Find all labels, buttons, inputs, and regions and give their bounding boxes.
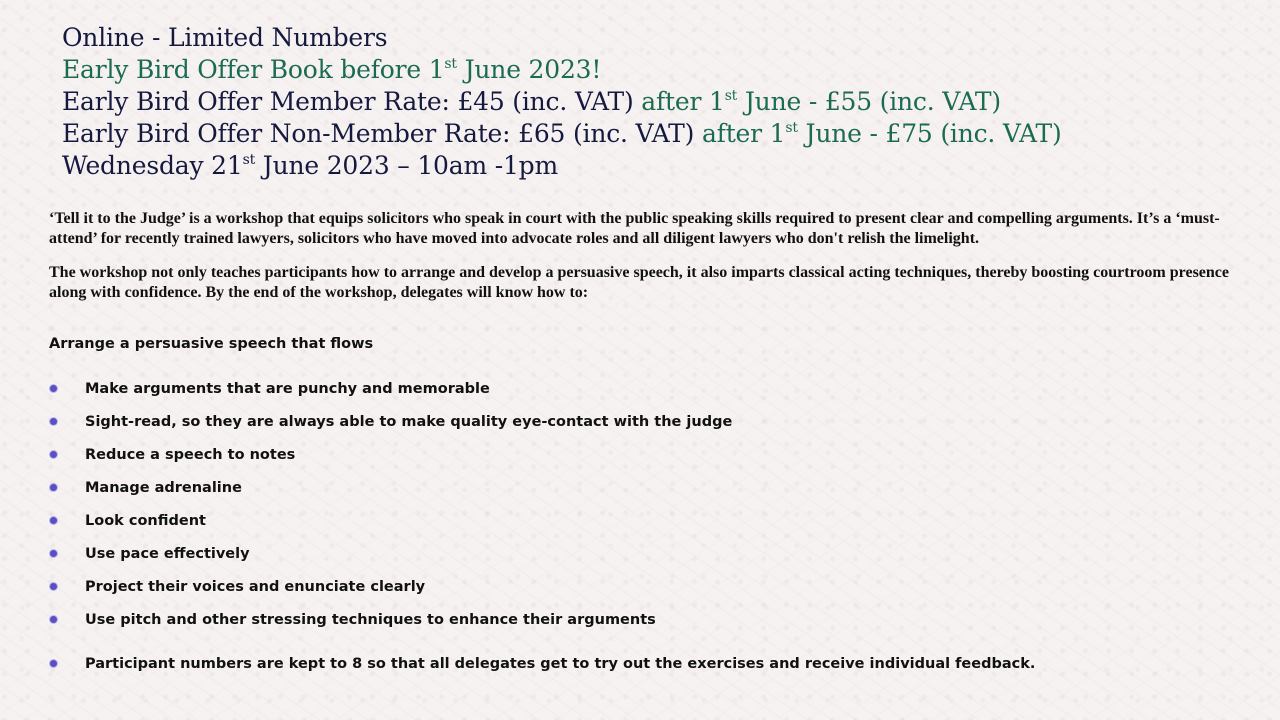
bullet-icon xyxy=(50,451,57,458)
list-item: Sight-read, so they are always able to make quality eye-contact with the judge xyxy=(49,411,1229,444)
list-item: Look confident xyxy=(49,510,1229,543)
bullet-icon xyxy=(50,583,57,590)
list-item: Use pitch and other stressing techniques to enhance their arguments xyxy=(49,609,1229,642)
list-item: Make arguments that are punchy and memorable xyxy=(49,378,1229,411)
list-item: Manage adrenaline xyxy=(49,477,1229,510)
bullet-list xyxy=(49,378,1229,686)
member-rate-after: after 1st June - £55 (inc. VAT) xyxy=(641,87,1001,116)
bullet-icon xyxy=(50,660,57,667)
description-paragraph-1: ‘Tell it to the Judge’ is a workshop that equips solicitors who speak in court with the public speaking skills required to present clear and compelling arguments. It’s a ‘must-attend’ for recently trained lawyers, solicitors who have moved into advocate roles and all diligent lawyers who don't relish the limelight. xyxy=(49,210,1220,247)
header-line-early-bird: Early Bird Offer Book before 1st June 2023! xyxy=(62,55,602,84)
lead-item: Arrange a persuasive speech that flows xyxy=(49,336,374,352)
list-item-participants: Participant numbers are kept to 8 so that all delegates get to try out the exercises and receive individual feedback. xyxy=(49,653,1229,686)
bullet-icon xyxy=(50,484,57,491)
header-line-date: Wednesday 21st June 2023 – 10am -1pm xyxy=(62,151,558,180)
non-member-rate-after: after 1st June - £75 (inc. VAT) xyxy=(701,119,1062,148)
header-line-non-member-rate: Early Bird Offer Non-Member Rate: £65 (inc. VAT) after 1st June - £75 (inc. VAT) xyxy=(62,119,1062,148)
description xyxy=(49,209,1234,317)
bullet-icon xyxy=(50,517,57,524)
bullet-icon xyxy=(50,550,57,557)
list-item: Use pace effectively xyxy=(49,543,1229,576)
header-line-member-rate: Early Bird Offer Member Rate: £45 (inc. VAT) after 1st June - £55 (inc. VAT) xyxy=(62,87,1001,116)
description-paragraph-2: The workshop not only teaches participants how to arrange and develop a persuasive speech, it also imparts classical acting techniques, thereby boosting courtroom presence along with confidence. By the end of the workshop, delegates will know how to: xyxy=(49,264,1229,301)
list-item: Reduce a speech to notes xyxy=(49,444,1229,477)
event-header xyxy=(62,22,1242,182)
bullet-icon xyxy=(50,616,57,623)
bullet-icon xyxy=(50,385,57,392)
bullet-icon xyxy=(50,418,57,425)
list-item: Project their voices and enunciate clearly xyxy=(49,576,1229,609)
header-line-online: Online - Limited Numbers xyxy=(62,23,388,52)
